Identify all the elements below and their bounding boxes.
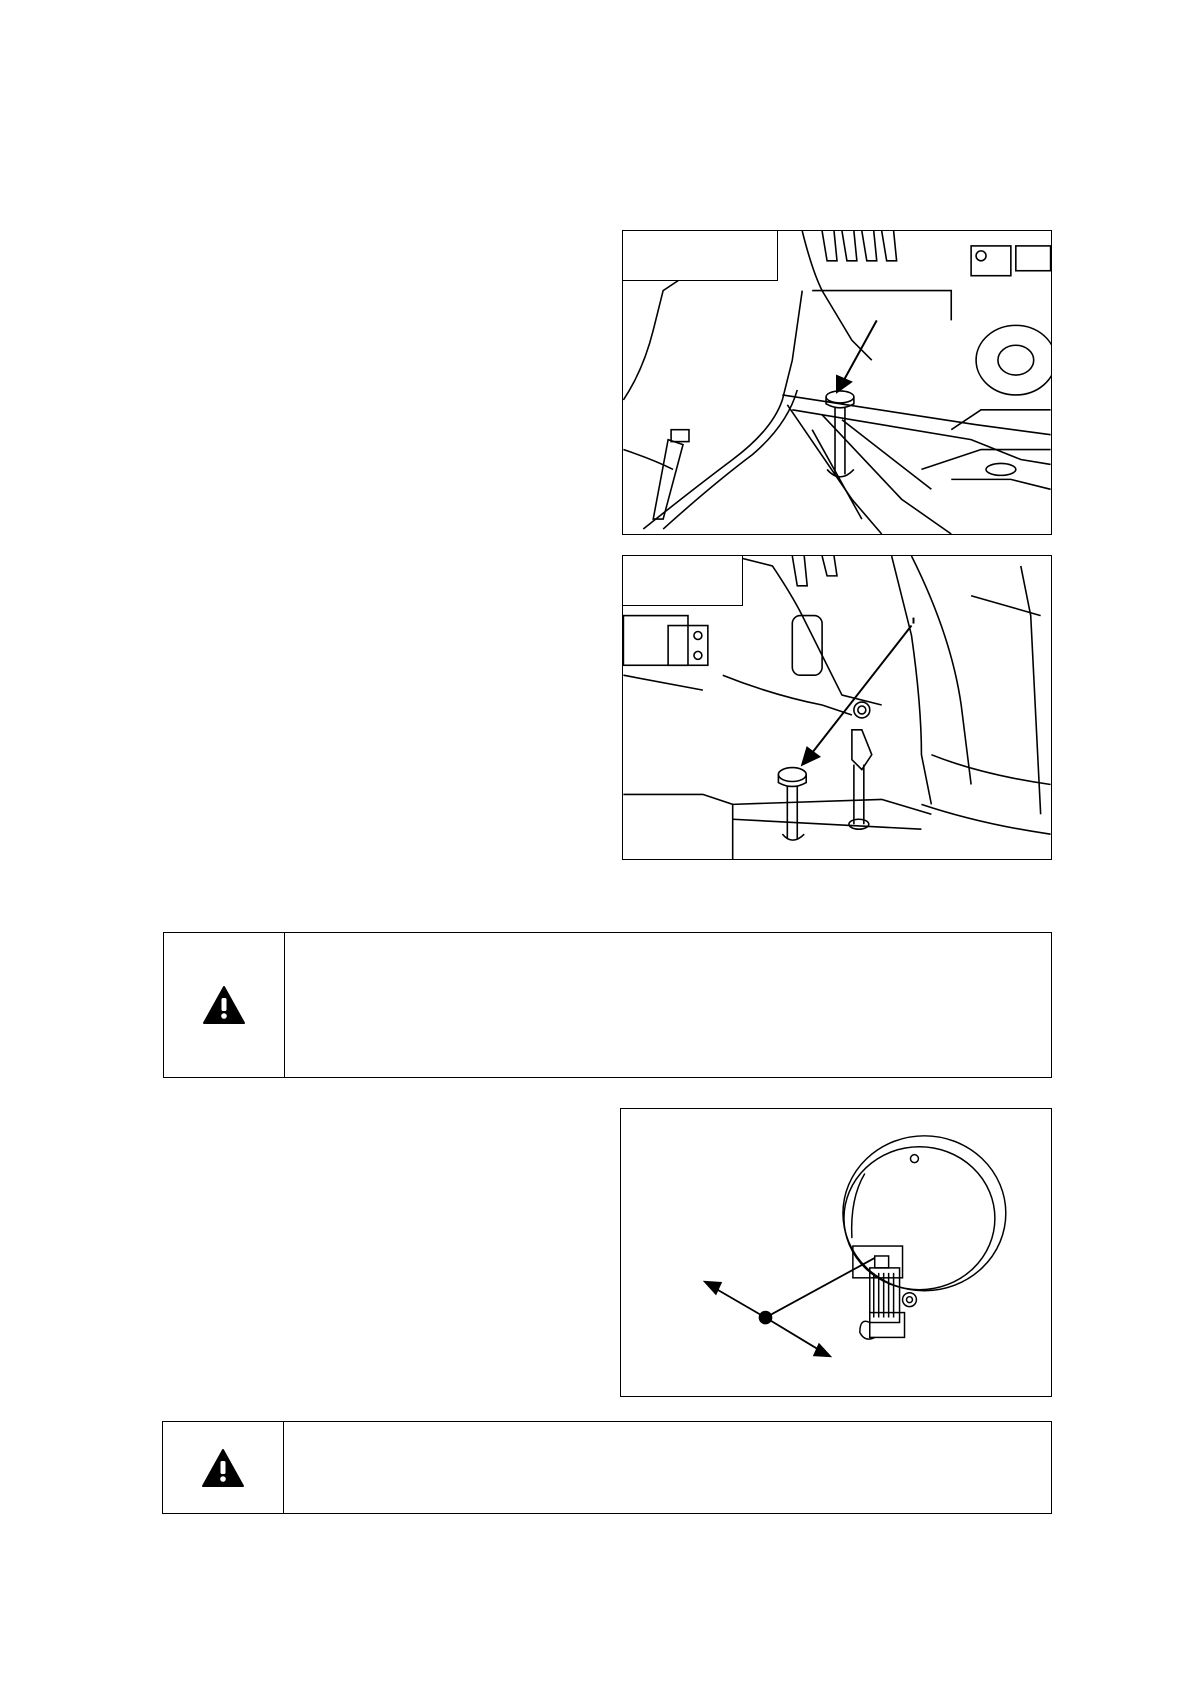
warning-icon-cell [164,933,285,1077]
figure-label-1 [623,231,778,281]
warning-box-1 [163,932,1052,1078]
warning-box-2 [162,1421,1052,1514]
warning-triangle-icon [201,1448,245,1488]
warning-text [284,1422,1051,1513]
warning-text [285,933,1051,1077]
figure-work-lamp [620,1108,1052,1397]
warning-triangle-icon [202,985,246,1025]
figure-floor-pin-1 [622,230,1052,535]
work-lamp-illustration [621,1109,1051,1396]
figure-label-2 [623,556,743,606]
figure-floor-pin-2 [622,555,1052,860]
warning-icon-cell [163,1422,284,1513]
